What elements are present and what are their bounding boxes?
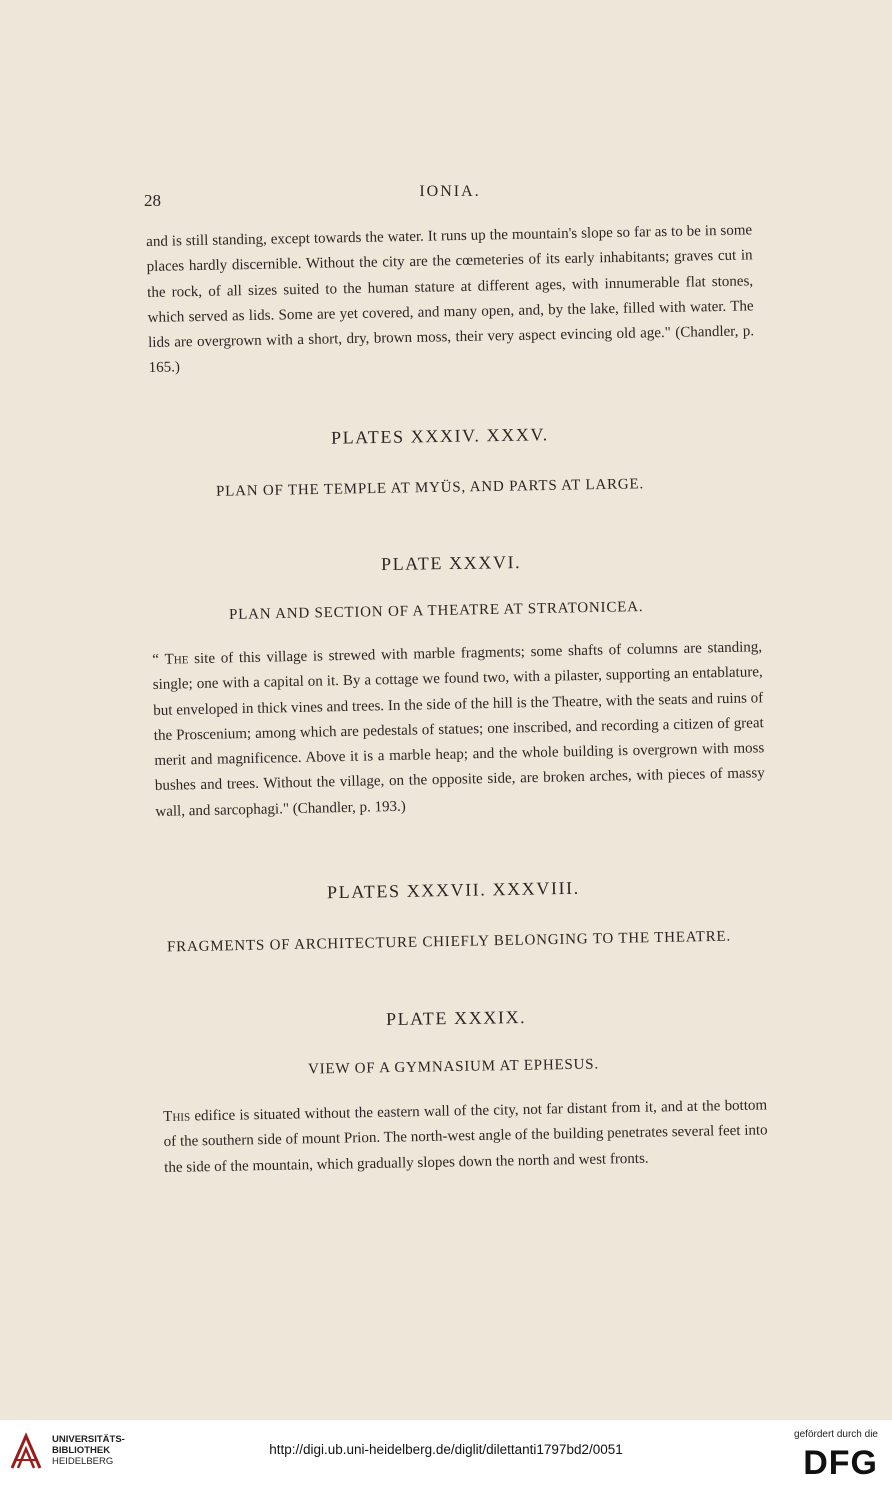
subheading-theatre-stratonicea: PLAN AND SECTION OF A THEATRE AT STRATONICEA. — [228, 599, 644, 623]
paragraph-chandler-165: and is still standing, except towards the water. It runs up the mountain's slope so far as to be in some places hardly discernible. Without the city are the cœmeteries of its early inhabitants; graves cut in the rock, of all sizes suited to the human stature at different ages, with innumerable flat stones, which served as lids. Some are yet covered, and many open, and, by the lake, filled with water. The lids are overgrown with a short, dry, brown moss, their very aspect evincing old age." (Chandler, p. 165.) — [146, 222, 755, 377]
heading-plates-34-35: PLATES XXXIV. XXXV. — [330, 424, 549, 448]
permalink-url[interactable]: http://digi.ub.uni-heidelberg.de/diglit/dilettanti1797bd2/0051 — [269, 1442, 623, 1457]
heading-plate-39: PLATE XXXIX. — [385, 1007, 527, 1029]
open-quote: “ — [152, 651, 165, 668]
running-header — [140, 183, 760, 213]
subheading-fragments-theatre: FRAGMENTS OF ARCHITECTURE CHIEFLY BELONGING TO THE THEATRE. — [166, 928, 732, 956]
lead-word: This — [163, 1108, 191, 1125]
funding-caption: gefördert durch die — [794, 1429, 878, 1440]
page-number: 28 — [144, 191, 161, 210]
subheading-temple-myus: PLAN OF THE TEMPLE AT MYÜS, AND PARTS AT LARGE. — [215, 476, 645, 500]
paragraph-text: edifice is situated without the eastern wall of the city, not far distant from it, and at the bottom of the southern side of mount Prion. The north-west angle of the building penetrates several feet into the side of the mountain, which gradually slopes down the north and west fronts. — [163, 1097, 768, 1176]
lead-word: The — [164, 651, 189, 668]
dfg-logo: DFG — [803, 1444, 878, 1482]
paragraph-gymnasium — [163, 1093, 768, 1180]
paragraph-text: site of this village is strewed with marble fragments; some shafts of columns are standing, single; one with a capital on it. By a cottage we found two, with a pilaster, supporting an entablature, but enveloped in thick vines and trees. In the side of the hill is the Theatre, with the seats and ruins of the Proscenium; among which are pedestals of statues; one inscribed, and recording a citizen of great merit and magnificence. Above it is a marble heap; and the whole building is overgrown with moss bushes and trees. Without the village, on the opposite side, are broken arches, with pieces of massy wall, and sarcophagi." (Chandler, p. 193.) — [152, 639, 765, 820]
digitization-footer — [0, 1420, 892, 1487]
running-title: IONIA. — [419, 183, 481, 200]
heading-plate-36: PLATE XXXVI. — [380, 552, 522, 574]
library-name: UNIVERSITÄTS- BIBLIOTHEK HEIDELBERG — [52, 1434, 125, 1467]
subheading-gymnasium-ephesus: VIEW OF A GYMNASIUM AT EPHESUS. — [307, 1056, 600, 1078]
paragraph-chandler-193 — [152, 635, 766, 825]
heading-plates-37-38: PLATES XXXVII. XXXVIII. — [326, 877, 580, 903]
